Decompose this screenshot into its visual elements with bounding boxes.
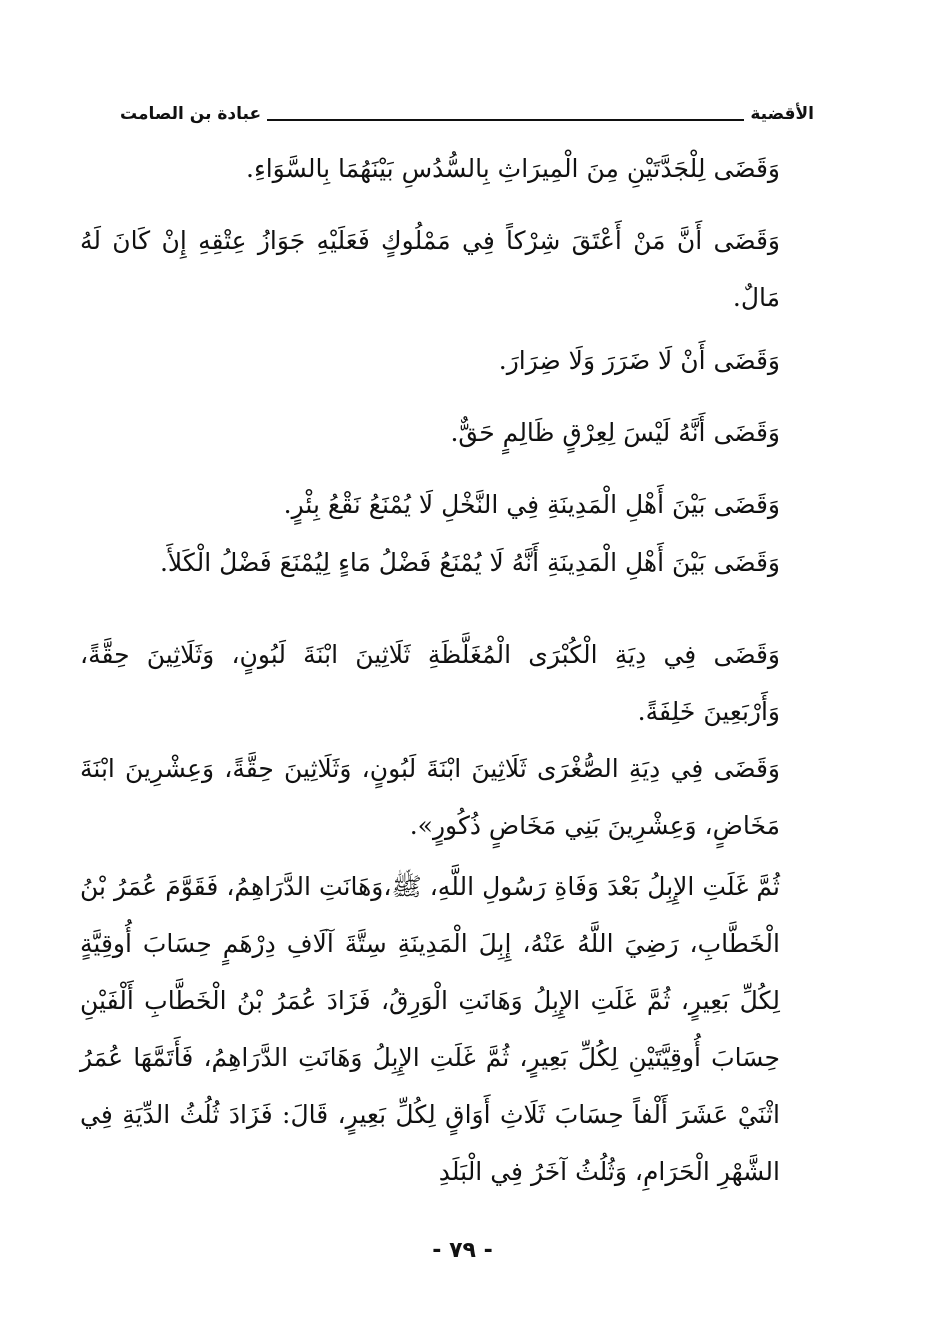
page-number: - ٧٩ - [432,1238,493,1263]
paragraph-5: وَقَضَى بَيْنَ أَهْلِ الْمَدِينَةِ فِي النَّخْلِ لَا يُمْنَعُ نَقْعُ بِئْرٍ. [283,490,780,519]
paragraph-9: ثُمَّ غَلَتِ الإِبِلُ بَعْدَ وَفَاةِ رَسُولِ اللَّهِ، ﷺ،وَهَانَتِ الدَّرَاهِمُ، فَقَوَّمَ عُمَرُ بْنُ الْخَطَّابِ، رَضِيَ اللَّهُ عَنْهُ، إِبِلَ الْمَدِينَةِ سِتَّةَ آلَافِ دِرْهَمٍ حِسَابَ أُوقِيَّةٍ لِكُلِّ بَعِيرٍ، ثُمَّ غَلَتِ الإِبِلُ وَهَانَتِ الْوَرِقُ، فَزَادَ عُمَرُ بْنُ الْخَطَّابِ أَلْفَيْنِ حِسَابَ أُوقِيَّتَيْنِ لِكُلِّ بَعِيرٍ، ثُمَّ غَلَتِ الإِبِلُ وَهَانَتِ الدَّرَاهِمُ، فَأَتَمَّهَا عُمَرُ اثْنَيْ عَشَرَ أَلْفاً حِسَابَ ثَلَاثِ أَوَاقٍ لِكُلِّ بَعِيرٍ، قَالَ: فَزَادَ ثُلُثُ الدِّيَةِ فِي الشَّهْرِ الْحَرَامِ، وَثُلُثُ آخَرُ فِي الْبَلَدِ [80,872,780,1186]
paragraph-4: وَقَضَى أَنَّهُ لَيْسَ لِعِرْقٍ ظَالِمٍ حَقٌّ. [450,418,780,447]
paragraph-1: وَقَضَى لِلْجَدَّتَيْنِ مِنَ الْمِيرَاثِ بِالسُّدُسِ بَيْنَهُمَا بِالسَّوَاءِ. [246,154,780,183]
paragraph-7: وَقَضَى فِي دِيَةِ الْكُبْرَى الْمُغَلَّظَةِ ثَلَاثِينَ ابْنَةَ لَبُونٍ، وَثَلَاثِينَ حِقَّةً، وَأَرْبَعِينَ خَلِفَةً. [80,640,780,726]
paragraph-3: وَقَضَى أَنْ لَا ضَرَرَ وَلَا ضِرَارَ. [498,346,780,375]
header-rule [267,119,744,121]
section-title: الأقضية [750,104,814,124]
running-header [120,96,814,124]
paragraph-2: وَقَضَى أَنَّ مَنْ أَعْتَقَ شِرْكاً فِي مَمْلُوكٍ فَعَلَيْهِ جَوَازُ عِتْقِهِ إِنْ كَانَ لَهُ مَالٌ. [80,226,780,312]
paragraph-6: وَقَضَى بَيْنَ أَهْلِ الْمَدِينَةِ أَنَّهُ لَا يُمْنَعُ فَضْلُ مَاءٍ لِيُمْنَعَ فَضْلُ الْكَلأَ. [159,548,780,577]
paragraph-8: وَقَضَى فِي دِيَةِ الصُّغْرَى ثَلَاثِينَ ابْنَةَ لَبُونٍ، وَثَلَاثِينَ حِقَّةً، وَعِشْرِينَ ابْنَةَ مَخَاضٍ، وَعِشْرِينَ بَنِي مَخَاضٍ ذُكُورٍ». [80,754,780,840]
book-title: عبادة بن الصامت [120,104,262,124]
